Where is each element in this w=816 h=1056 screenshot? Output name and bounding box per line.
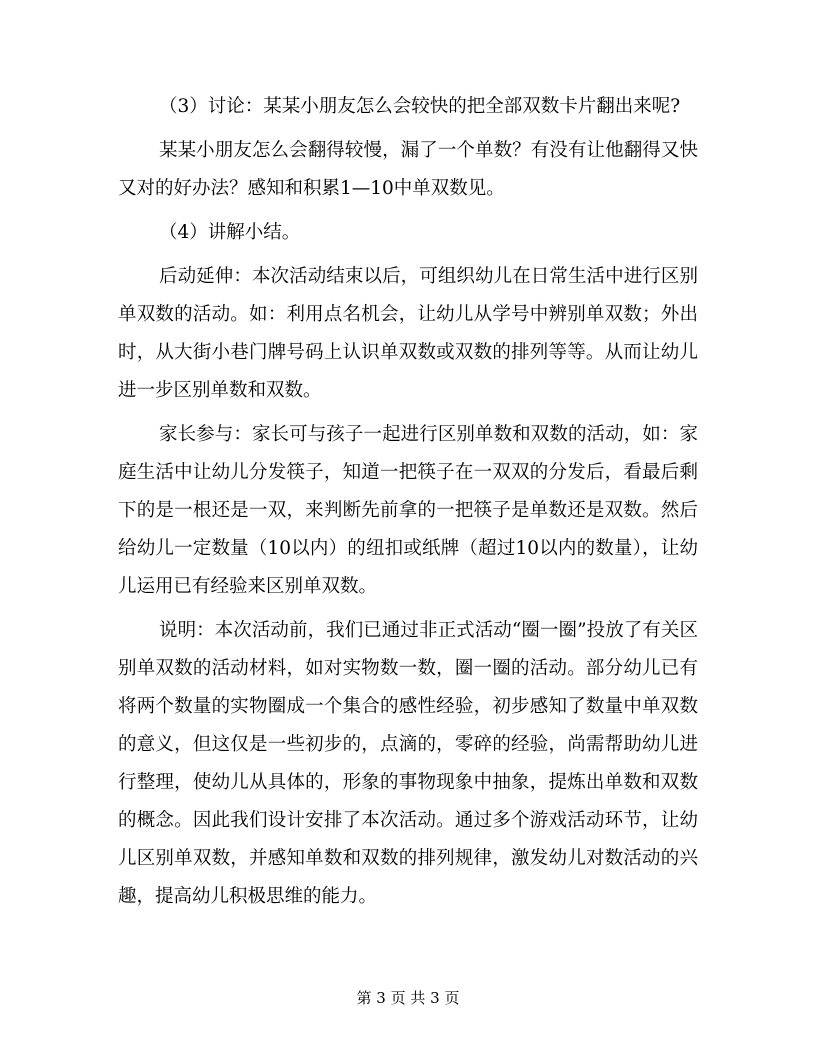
paragraph-discussion-followup: 某某小朋友怎么会翻得较慢，漏了一个单数？有没有让他翻得又快又对的好办法？感知和积累1—10中单双数见。: [118, 140, 698, 199]
paragraph-explanation: 说明：本次活动前，我们已通过非正式活动“圈一圈”投放了有关区别单双数的活动材料，如对实物数一数，圈一圈的活动。部分幼儿已有将两个数量的实物圈成一个集合的感性经验，初步感知了数量中单双数的意义，但这仅是一些初步的，点滴的，零碎的经验，尚需帮助幼儿进行整理，使幼儿从具体的，形象的事物现象中抽象，提炼出单数和双数的概念。因此我们设计安排了本次活动。通过多个游戏活动环节，让幼儿区别单双数，并感知单数和双数的排列规律，激发幼儿对数活动的兴趣，提高幼儿积极思维的能力。: [118, 620, 698, 907]
paragraph-summary: （4）讲解小结。: [159, 222, 301, 243]
paragraph-parent-participation: 家长参与：家长可与孩子一起进行区别单数和双数的活动，如：家庭生活中让幼儿分发筷子，知道一把筷子在一双双的分发后，看最后剩下的是一根还是一双，来判断先前拿的一把筷子是单数还是双数。然后给幼儿一定数量（10以内）的纽扣或纸牌（超过10以内的数量），让幼儿运用已有经验来区别单双数。: [118, 424, 698, 597]
paragraph-discussion: （3）讨论：某某小朋友怎么会较快的把全部双数卡片翻出来呢?: [159, 96, 681, 117]
page-footer: 第 3 页 共 3 页: [356, 989, 460, 1007]
paragraph-extension: 后动延伸：本次活动结束以后，可组织幼儿在日常生活中进行区别单双数的活动。如：利用点名机会，让幼儿从学号中辨别单双数；外出时，从大街小巷门牌号码上认识单双数或双数的排列等等。从而让幼儿进一步区别单数和双数。: [118, 266, 698, 401]
document-body: [118, 88, 698, 922]
